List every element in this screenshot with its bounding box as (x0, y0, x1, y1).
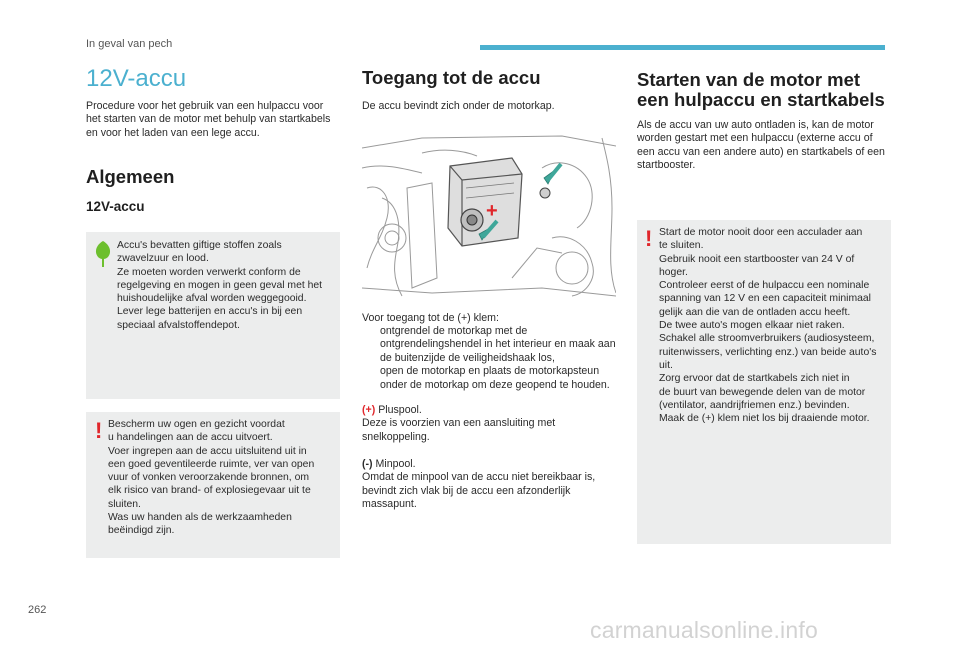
minus-pole-label: (-) (362, 458, 373, 470)
warning-icon: ! (95, 418, 103, 443)
step-text: ontgrendel de motorkap met de ontgrendelingshendel in het interieur en maak aan de buitenzijde de veiligheidshaak los, (380, 325, 616, 364)
list-item (362, 325, 618, 365)
plus-pole-text: Deze is voorzien van een aansluiting met snelkoppeling. (362, 417, 556, 443)
start-warning-box (637, 220, 891, 544)
start-warning-text: Start de motor nooit door een acculader aan te sluiten. Gebruik nooit een startbooster van 24 V of hoger. Controleer eerst of de hulpaccu een nominale spanning van 12 V en een capaciteit minimaal gelijk aan die van de ontladen accu heeft. De twee auto's mogen elkaar niet raken. Schakel alle stroomverbruikers (audiosysteem, ruitenwissers, verlichting enz.) van beide auto's uit. Zorg ervoor dat de startkabels zich niet in de buurt van bewegende delen van de motor (ventilator, aandrijfriemen enz.) bevinden. Maak de (+) klem niet los bij draaiende motor. (659, 227, 877, 425)
warning-icon: ! (645, 226, 653, 251)
page-title: 12V-accu (86, 65, 187, 92)
minus-pole-title: Minpool. (375, 458, 416, 470)
environment-info-box (86, 232, 340, 399)
access-intro: Voor toegang tot de (+) klem: (362, 312, 499, 324)
safety-warning-box (86, 412, 340, 558)
subheading-12v-accu: 12V-accu (86, 199, 145, 214)
minus-pole-block (362, 458, 617, 512)
plus-pole-label: (+) (362, 404, 376, 416)
recycle-tree-icon (92, 240, 114, 268)
col2-intro: De accu bevindt zich onder de motorkap. (362, 100, 555, 112)
environment-info-text: Accu's bevatten giftige stoffen zoals zwavelzuur en lood. Ze moeten worden verwerkt conform de regelgeving en mogen in geen geval met het huishoudelijke afval worden weggegooid. Lever lege batterijen en accu's in bij een speciaal afvalstoffendepot. (117, 240, 323, 331)
watermark: carmanualsonline.info (590, 617, 818, 643)
heading-toegang: Toegang tot de accu (362, 67, 541, 88)
step-text: open de motorkap en plaats de motorkapsteun onder de motorkap om deze geopend te houden. (380, 365, 610, 391)
col3-intro: Als de accu van uw auto ontladen is, kan de motor worden gestart met een hulpaccu (externe accu of een accu van een andere auto) en startkabels of een startbooster. (637, 119, 885, 172)
col1-intro: Procedure voor het gebruik van een hulpaccu voor het starten van de motor met behulp van startkabels en voor het laden van een lege accu. (86, 100, 331, 139)
list-item (362, 365, 618, 392)
page-number: 262 (28, 604, 47, 616)
minus-pole-text: Omdat de minpool van de accu niet bereikbaar is, bevindt zich vlak bij de accu een afzonderlijk massapunt. (362, 471, 596, 511)
section-header: In geval van pech (86, 38, 173, 50)
plus-terminal-label: + (486, 200, 498, 222)
header-accent-bar (480, 45, 885, 50)
plus-pole-title: Pluspool. (378, 404, 422, 416)
engine-bay-illustration (362, 128, 616, 298)
heading-starten: Starten van de motor met een hulpaccu en startkabels (637, 69, 885, 110)
access-steps-list (362, 325, 618, 392)
plus-pole-block (362, 404, 617, 444)
heading-algemeen: Algemeen (86, 166, 175, 187)
safety-warning-text: Bescherm uw ogen en gezicht voordat u handelingen aan de accu uitvoert. Voer ingrepen aan de accu uitsluitend uit in een goed geventileerde ruimte, ver van open vuur of vonken veroorzakende bronnen, om elk risico van brand- of explosiegevaar uit te sluiten. Was uw handen als de werkzaamheden beëindigd zijn. (108, 419, 315, 537)
